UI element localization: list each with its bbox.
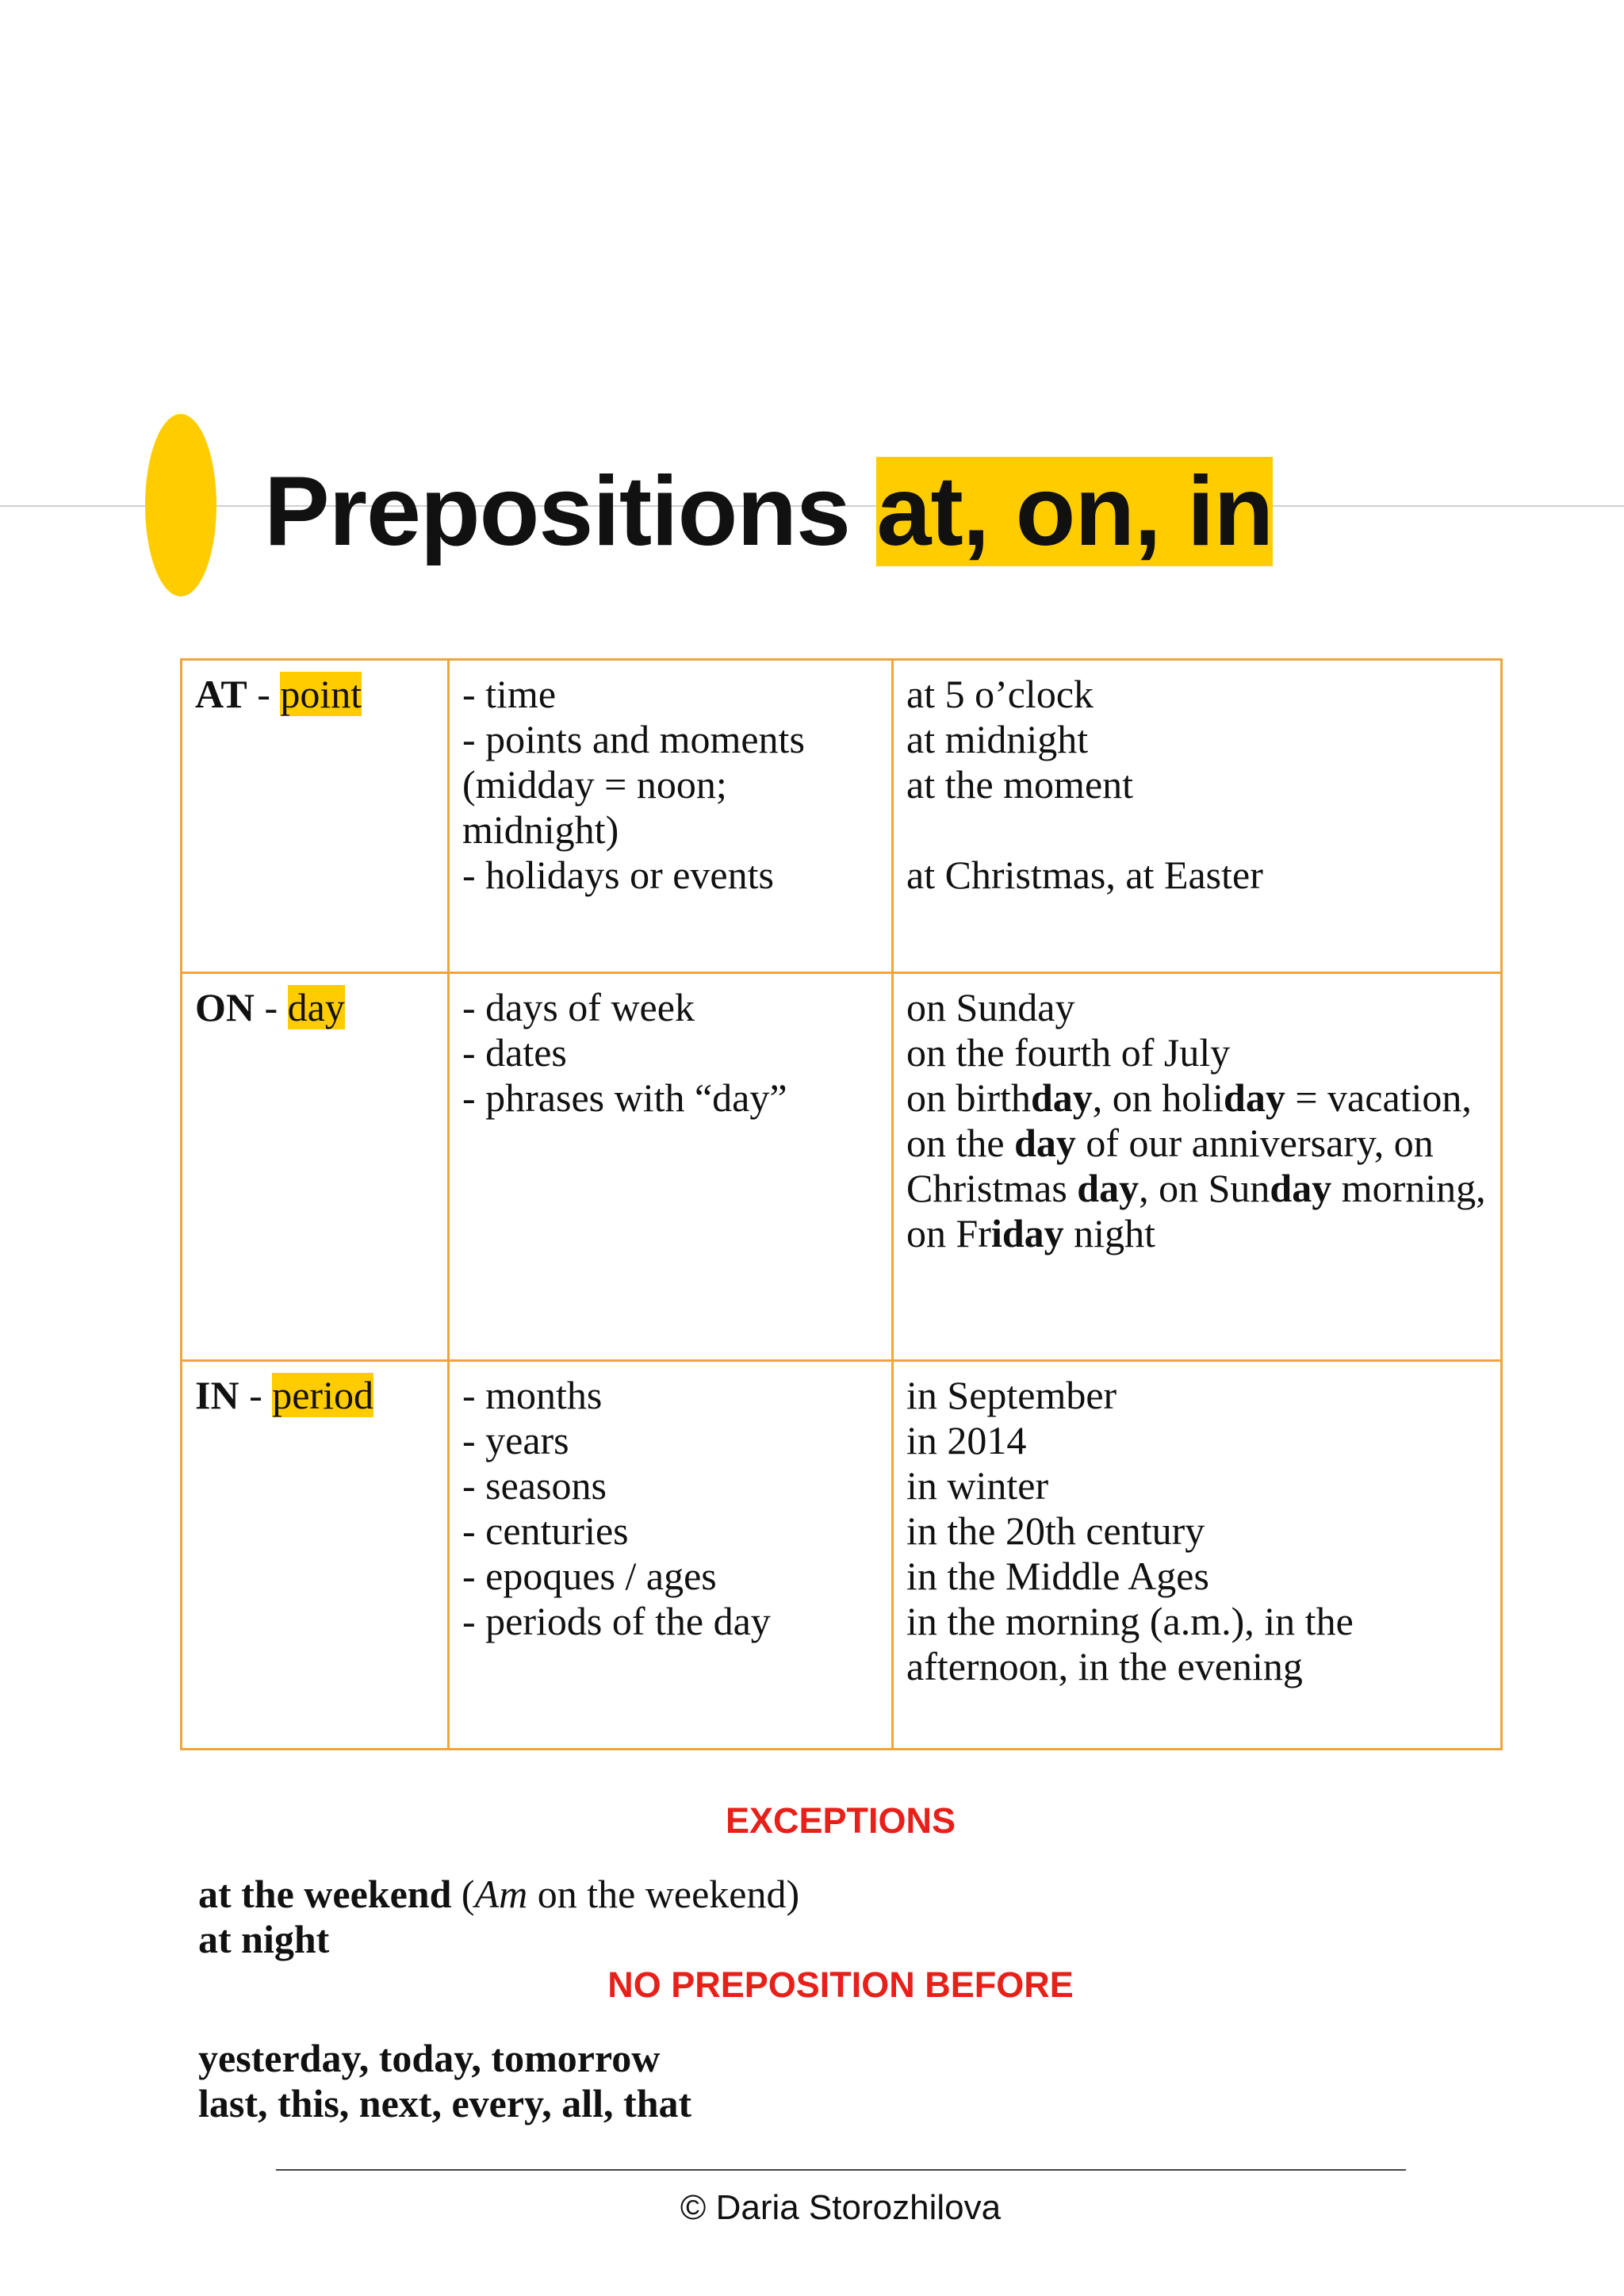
exception-italic: Am [474,1872,528,1916]
list-item: - holidays or events [462,853,774,897]
no-preposition-heading: NO PREPOSITION BEFORE [607,1964,1074,2005]
exception-bold: at the weekend [198,1872,452,1916]
emphasis-day: iday [990,1211,1064,1255]
exception-night: at night [198,1917,330,1961]
cell-preposition [182,1361,449,1750]
no-preposition-list [198,2036,691,2126]
example-line: in 2014 [906,1418,1027,1462]
copyright-credit: © Daria Storozhilova [680,2188,1002,2227]
table-row-on [182,973,1502,1361]
no-preposition-line-2: last, this, next, every, all, that [198,2081,692,2125]
list-item: - years [462,1418,569,1462]
example-text: night [1063,1211,1155,1255]
example-text: morning, on Fr [906,1166,1486,1255]
example-line: at midnight [906,717,1089,761]
list-item: - epoques / ages [462,1554,717,1598]
list-item: (midday = noon; [462,762,727,807]
emphasis-day: day [1030,1075,1093,1120]
list-item: - dates [462,1030,567,1075]
table-row-at [182,660,1502,973]
example-text: , on Sun [1139,1166,1270,1210]
example-line [906,807,1489,853]
list-item: - points and moments [462,717,805,761]
cell-preposition [182,660,449,973]
example-line: on the fourth of July [906,1030,1231,1075]
example-line: at Christmas, at Easter [906,853,1263,897]
example-text: , on holi [1092,1075,1224,1120]
emphasis-day: day [1270,1166,1332,1210]
example-text: = vacation, on the [906,1075,1472,1165]
cell-examples [893,660,1502,973]
example-line: in the Middle Ages [906,1554,1209,1598]
preposition-key: ON [195,985,255,1029]
list-item: - phrases with “day” [462,1075,787,1120]
cell-uses [449,1361,893,1750]
exceptions-list [198,1872,799,1962]
list-item: - periods of the day [462,1599,771,1643]
example-line: at the moment [906,762,1134,807]
example-line: in the 20th century [906,1508,1205,1553]
list-item: - time [462,672,557,716]
exception-rest: on the weekend) [527,1872,800,1916]
example-line: in winter [906,1463,1049,1508]
example-paragraph [906,1075,1486,1255]
emphasis-day: day [1014,1121,1076,1165]
preposition-tag: day [287,985,345,1029]
exceptions-heading: EXCEPTIONS [725,1800,956,1841]
example-line: on Sunday [906,985,1075,1029]
exception-paren: ( [451,1872,475,1916]
title-highlight: at, on, in [876,457,1274,566]
example-line: in the morning (a.m.), in the afternoon, in the evening [906,1599,1354,1688]
cell-uses [449,660,893,973]
footer-rule [276,2169,1406,2171]
separator: - [239,1373,273,1417]
preposition-tag: period [272,1373,373,1417]
cell-examples [893,1361,1502,1750]
example-line: at 5 o’clock [906,672,1094,716]
preposition-tag: point [280,672,362,716]
title-main: Prepositions [264,457,851,566]
emphasis-day: day [1077,1166,1139,1210]
list-item: - days of week [462,985,695,1029]
list-item: - seasons [462,1463,607,1508]
exception-weekend [198,1872,799,1917]
page-title [264,452,1273,571]
cell-examples [893,973,1502,1361]
separator: - [255,985,288,1029]
emphasis-day: day [1224,1075,1285,1120]
list-item: - months [462,1373,603,1417]
example-text: of our anniversary, on Christmas [906,1121,1434,1210]
list-item: midnight) [462,807,619,852]
preposition-key: IN [195,1373,239,1417]
no-preposition-line-1: yesterday, today, tomorrow [198,2036,661,2080]
example-line: in September [906,1373,1117,1417]
list-item: - centuries [462,1508,629,1553]
table-row-in [182,1361,1502,1750]
cell-preposition [182,973,449,1361]
preposition-key: AT [195,672,247,716]
cell-uses [449,973,893,1361]
yellow-oval-decoration [145,414,216,596]
example-text: on birth [906,1075,1031,1120]
separator: - [247,672,281,716]
prepositions-table [180,658,1503,1750]
